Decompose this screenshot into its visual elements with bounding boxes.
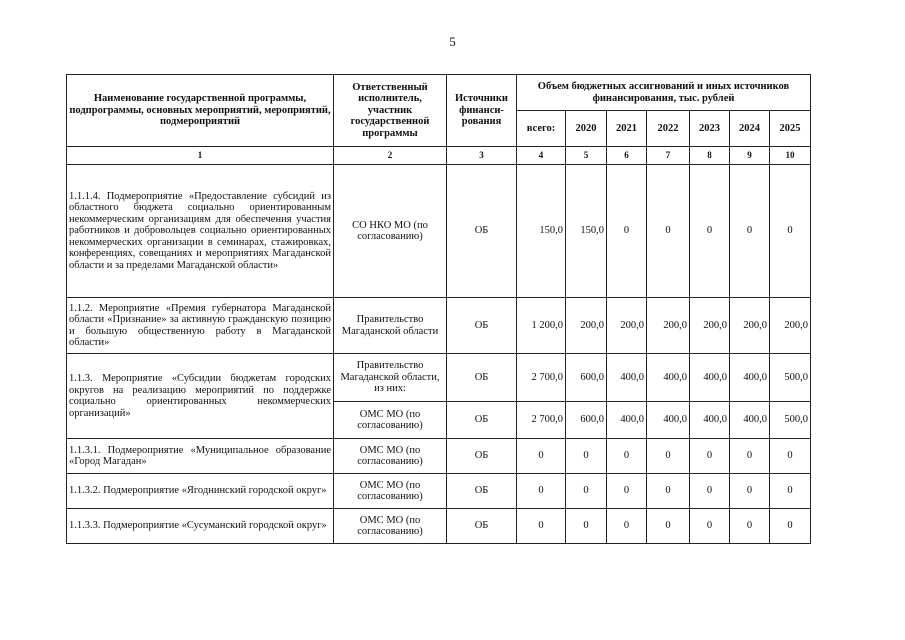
row-value: 400,0 [607, 402, 647, 439]
row-total: 150,0 [517, 165, 566, 298]
row-value: 500,0 [770, 402, 811, 439]
row-value: 0 [730, 439, 770, 474]
column-number: 10 [770, 147, 811, 165]
header-year: 2024 [730, 111, 770, 147]
row-executor: ОМС МО (по согласованию) [334, 509, 447, 544]
row-name: 1.1.3.1. Подмероприятие «Муниципальное образование «Город Магадан» [67, 439, 334, 474]
row-value: 400,0 [647, 354, 690, 402]
row-executor: ОМС МО (по согласованию) [334, 439, 447, 474]
header-executor: Ответственный исполнитель, участник государственной программы [334, 75, 447, 147]
row-value: 0 [647, 474, 690, 509]
header-volume: Объем бюджетных ассигнований и иных источников финансирования, тыс. рублей [517, 75, 811, 111]
row-value: 0 [647, 439, 690, 474]
row-total: 2 700,0 [517, 402, 566, 439]
row-value: 400,0 [690, 402, 730, 439]
row-value: 200,0 [730, 298, 770, 354]
row-value: 0 [690, 509, 730, 544]
table-row [67, 474, 811, 509]
row-value: 400,0 [607, 354, 647, 402]
column-number: 7 [647, 147, 690, 165]
row-total: 0 [517, 474, 566, 509]
row-value: 0 [607, 439, 647, 474]
row-executor: ОМС МО (по согласованию) [334, 402, 447, 439]
column-number: 3 [447, 147, 517, 165]
row-value: 0 [607, 474, 647, 509]
row-value: 0 [607, 165, 647, 298]
row-executor: ОМС МО (по согласованию) [334, 474, 447, 509]
header-year: 2021 [607, 111, 647, 147]
row-name: 1.1.3.3. Подмероприятие «Сусуманский городской округ» [67, 509, 334, 544]
table-row [67, 165, 811, 298]
header-year: 2022 [647, 111, 690, 147]
row-source: ОБ [447, 402, 517, 439]
row-source: ОБ [447, 165, 517, 298]
row-total: 0 [517, 509, 566, 544]
page-number: 5 [449, 34, 456, 49]
row-value: 0 [566, 474, 607, 509]
row-source: ОБ [447, 439, 517, 474]
table-row [67, 509, 811, 544]
row-source: ОБ [447, 509, 517, 544]
header-year: 2025 [770, 111, 811, 147]
row-value: 0 [730, 474, 770, 509]
row-value: 400,0 [647, 402, 690, 439]
row-name: 1.1.2. Мероприятие «Премия губернатора Магаданской области «Признание» за активную гражданскую позицию и большую общественную работу в Магаданской области» [67, 298, 334, 354]
row-source: ОБ [447, 298, 517, 354]
row-value: 200,0 [770, 298, 811, 354]
row-value: 0 [566, 439, 607, 474]
column-number: 4 [517, 147, 566, 165]
row-value: 500,0 [770, 354, 811, 402]
row-executor: Правительство Магаданской области [334, 298, 447, 354]
header-name: Наименование государственной программы, подпрограммы, основных мероприятий, мероприятий, подмероприятий [67, 75, 334, 147]
header-year: 2023 [690, 111, 730, 147]
budget-table [66, 74, 811, 544]
row-name: 1.1.1.4. Подмероприятие «Предоставление субсидий из областного бюджета социально ориентированным некоммерческим организациям для обеспечения участия работников и добровольцев социально ориентированных некоммерческих организации в семинарах, стажировках, конференциях, совещаниях и мероприятиях Магаданской области и за пределами Магаданской области» [67, 165, 334, 298]
row-source: ОБ [447, 354, 517, 402]
row-name: 1.1.3.2. Подмероприятие «Ягоднинский городской округ» [67, 474, 334, 509]
row-executor: Правительство Магаданской области, из них: [334, 354, 447, 402]
row-total: 0 [517, 439, 566, 474]
column-number: 8 [690, 147, 730, 165]
row-value: 0 [730, 165, 770, 298]
row-value: 0 [647, 509, 690, 544]
table-row [67, 298, 811, 354]
row-total: 1 200,0 [517, 298, 566, 354]
row-value: 0 [770, 474, 811, 509]
row-value: 200,0 [566, 298, 607, 354]
header-year: 2020 [566, 111, 607, 147]
row-value: 600,0 [566, 402, 607, 439]
row-value: 400,0 [690, 354, 730, 402]
row-value: 200,0 [690, 298, 730, 354]
row-source: ОБ [447, 474, 517, 509]
table-row [67, 439, 811, 474]
row-value: 0 [770, 165, 811, 298]
header-total: всего: [517, 111, 566, 147]
row-value: 600,0 [566, 354, 607, 402]
column-number: 2 [334, 147, 447, 165]
header-sources: Источники финанси-рования [447, 75, 517, 147]
column-number: 9 [730, 147, 770, 165]
row-value: 0 [690, 439, 730, 474]
row-value: 400,0 [730, 402, 770, 439]
row-value: 0 [647, 165, 690, 298]
table-row [67, 354, 811, 402]
column-number: 1 [67, 147, 334, 165]
row-value: 0 [770, 439, 811, 474]
row-name: 1.1.3. Мероприятие «Субсидии бюджетам городских округов на реализацию мероприятий по поддержке социально ориентированных некоммерческих организаций» [67, 354, 334, 439]
row-value: 200,0 [607, 298, 647, 354]
row-value: 0 [690, 474, 730, 509]
row-total: 2 700,0 [517, 354, 566, 402]
row-executor: СО НКО МО (по согласованию) [334, 165, 447, 298]
column-number: 6 [607, 147, 647, 165]
column-number: 5 [566, 147, 607, 165]
row-value: 0 [770, 509, 811, 544]
row-value: 0 [607, 509, 647, 544]
row-value: 400,0 [730, 354, 770, 402]
row-value: 0 [690, 165, 730, 298]
row-value: 200,0 [647, 298, 690, 354]
row-value: 0 [566, 509, 607, 544]
row-value: 0 [730, 509, 770, 544]
row-value: 150,0 [566, 165, 607, 298]
